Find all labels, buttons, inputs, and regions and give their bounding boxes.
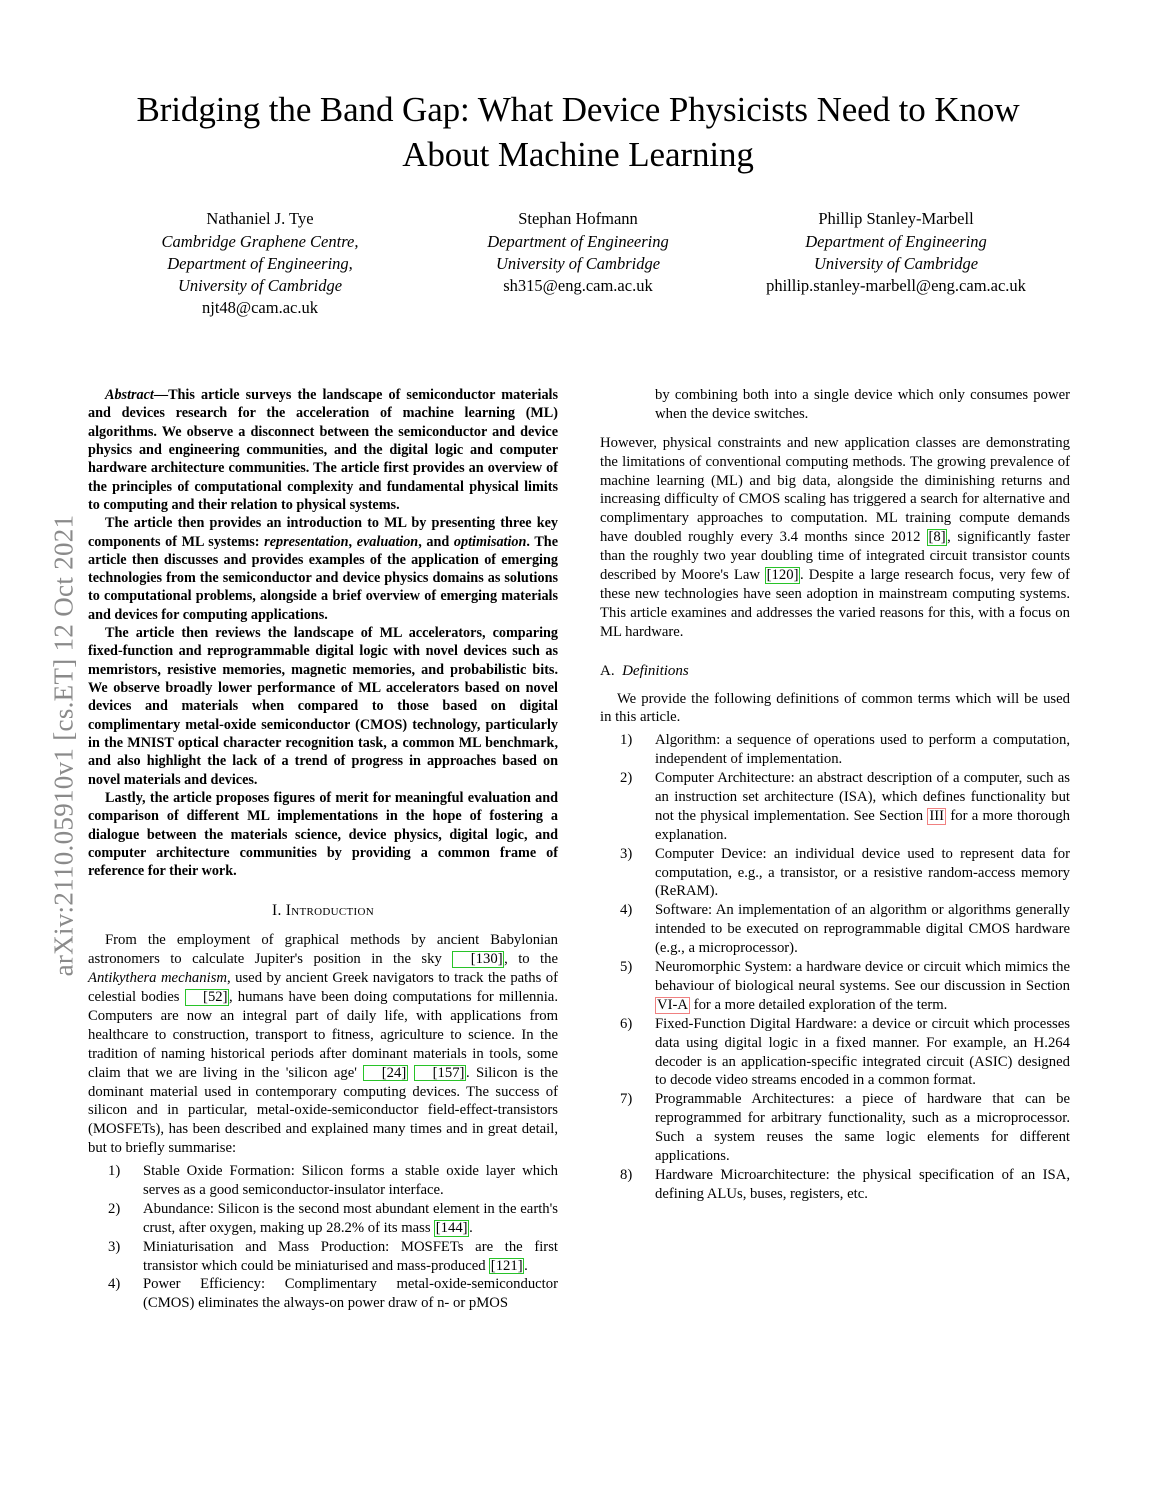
list-item-text (655, 958, 1070, 1015)
list-item-continued (600, 386, 1070, 424)
author-block (428, 208, 728, 297)
body-text: . Despite a large research focus, very few of these new technologies have seen adoption in mainstream computing systems. This article examines and addresses the varied reasons for this, with a focus on ML hardware. (600, 567, 1070, 640)
abstract-paragraph: The article then reviews the landscape of ML accelerators, comparing fixed-function and reprogrammable digital logic with novel devices such as memristors, resistive memories, magnetic memories, and probabilistic bits. We observe broadly lower performance of ML accelerators based on novel devices and materials when compared to those based on digital complimentary metal-oxide semiconductor (CMOS) technology, particularly in the MNIST optical character recognition task, a common ML benchmark, and also highlight the lack of a trend of progress in approaches based on novel materials and devices. (88, 625, 558, 788)
list-item-text-part: . (469, 1219, 473, 1236)
abstract-emph-evaluation: evaluation (356, 533, 419, 550)
list-item-text: by combining both into a single device which only consumes power when the device switches. (655, 387, 1070, 422)
list-item (600, 1090, 1070, 1166)
list-item (600, 958, 1070, 1015)
list-item-text-part: Computer Architecture: an abstract description of a computer, such as an instruction set architecture (ISA), which defines functionality but not the physical implementation. See Section (655, 770, 1070, 824)
list-item-text (655, 901, 1070, 958)
citation-link-121[interactable]: [121] (490, 1257, 523, 1274)
author-affiliation-line: Department of Engineering (805, 231, 987, 251)
list-item-marker: 1) (620, 732, 633, 749)
author-block (110, 208, 410, 319)
list-item-marker: 3) (620, 845, 633, 862)
list-item-marker: 5) (620, 959, 633, 976)
list-item (600, 769, 1070, 845)
list-item-text-part: Stable Oxide Formation: Silicon forms a stable oxide layer which serves as a good semiconductor-insulator interface. (143, 1163, 558, 1199)
list-item-text-part: for a more thorough explanation. (655, 807, 1071, 843)
list-item-text-part: Miniaturisation and Mass Production: MOSFETs are the first transistor which could be miniaturised and mass-produced (143, 1238, 558, 1274)
list-item-text-part: Computer Device: an individual device used to represent data for computation, e.g., a transistor, or a resistive random-access memory (ReRAM). (655, 845, 1070, 900)
abstract-paragraph (88, 514, 558, 624)
list-item (600, 1166, 1070, 1204)
list-item-marker: 8) (620, 1166, 633, 1183)
arxiv-stamp: arXiv:2110.05910v1 [cs.ET] 12 Oct 2021 (48, 514, 79, 977)
abstract (88, 386, 558, 880)
left-column (88, 386, 558, 1446)
author-affiliation-line: Department of Engineering (487, 231, 669, 251)
list-item (88, 1238, 558, 1276)
abstract-text: The article then provides an introduction to ML by presenting three key components of ML systems: (88, 515, 558, 550)
intro-text: , humans have been doing computations for millennia. Computers are now an integral part of daily life, with applications from healthcare to construction, transport to fitness, agriculture to science. In the tradition of naming historical periods after dominant materials in tools, some claim that we are living in the 'silicon age' (88, 989, 558, 1081)
list-item-marker: 4) (108, 1276, 121, 1293)
list-item-marker: 2) (620, 770, 633, 787)
list-item-text (143, 1275, 558, 1313)
intro-text: . Silicon is the dominant material used in contemporary computing devices. The success of silicon and in particular, metal-oxide-semiconductor field-effect-transistors (MOSFETs), has been described and explained many times and in great detail, but to briefly summarise: (88, 1064, 558, 1157)
title-block (110, 88, 1046, 178)
antikythera-emphasis: Antikythera mechanism (88, 970, 228, 987)
list-item-text-part: Programmable Architectures: a piece of hardware that can be reprogrammed for arbitrary functionality, such as a microprocessor. Such a system reuses the same logic elements for different applications. (655, 1091, 1070, 1164)
abstract-emph-optimisation: optimisation (453, 533, 527, 550)
list-item-text (655, 1090, 1070, 1166)
list-item-marker: 1) (108, 1163, 121, 1180)
list-item-text-part: Fixed-Function Digital Hardware: a device or circuit which processes data using digital logic in a fixed manner. For example, an H.264 decoder is an application-specific integrated circuit (ASIC) designed to decode video streams encoded in a common format. (655, 1015, 1070, 1089)
intro-text: , used by ancient Greek navigators to track the paths of celestial bodies (88, 970, 558, 1006)
silicon-advantages-list (88, 1162, 558, 1313)
list-item-text-part: Neuromorphic System: a hardware device or circuit which mimics the behaviour of biological neural systems. See our discussion in Section (655, 959, 1070, 994)
author-affiliation-line: Cambridge Graphene Centre, (161, 231, 359, 251)
list-item-text-part: Hardware Microarchitecture: the physical specification of an ISA, defining ALUs, buses, registers, etc. (655, 1166, 1070, 1202)
body-columns (88, 386, 1070, 1446)
list-item-text (655, 1015, 1070, 1091)
list-item (600, 1015, 1070, 1091)
citation-link-8[interactable]: [8] (928, 529, 946, 546)
body-text: However, physical constraints and new application classes are demonstrating the limitations of conventional computing methods. The growing prevalence of machine learning (ML) and big data, alongside the diminishing returns and increasing difficulty of CMOS scaling has triggered a search for alternative and complimentary approaches to computation. ML training compute demands have doubled roughly every 3.4 months since 2012 (600, 434, 1070, 546)
abstract-paragraph: Lastly, the article proposes figures of merit for meaningful evaluation and comparison of different ML implementations in the hope of fostering a dialogue between the materials science, device physics, digital logic, and computer architecture communities by providing a common frame of reference for their work. (88, 789, 558, 880)
abstract-emph-representation: representation (264, 533, 349, 550)
body-paragraph (600, 434, 1070, 642)
intro-paragraph (88, 931, 558, 1158)
list-item-text (655, 1166, 1070, 1204)
list-item-text-part: Algorithm: a sequence of operations used to perform a computation, independent of implementation. (655, 732, 1070, 768)
citation-link-130[interactable]: [130] (452, 951, 504, 968)
abstract-text: —This article surveys the landscape of semiconductor materials and devices research for the acceleration of machine learning (ML) algorithms. We observe a disconnect between the semiconductor and device physics and engineering communities, and the digital logic and computer hardware architecture communities. The article first provides an overview of the principles of computational complexity and fundamental physical limits to computing and their relation to physical systems. (88, 387, 558, 513)
section-link-VI-A[interactable]: VI-A (657, 996, 688, 1013)
author-email: phillip.stanley-marbell@eng.cam.ac.uk (766, 275, 1026, 295)
list-item-text-part: . (524, 1257, 528, 1274)
citation-link-52[interactable]: [52] (185, 989, 229, 1006)
list-item-marker: 6) (620, 1015, 633, 1032)
author-email: sh315@eng.cam.ac.uk (503, 275, 653, 295)
list-item-text (143, 1200, 558, 1238)
list-item-marker: 7) (620, 1091, 633, 1108)
intro-text: From the employment of graphical methods by ancient Babylonian astronomers to calculate Jupiter's position in the sky (88, 932, 558, 968)
list-item-text (655, 845, 1070, 902)
list-item (88, 1162, 558, 1200)
author-affiliation-line: University of Cambridge (495, 253, 661, 273)
section-link-III[interactable]: III (929, 807, 945, 824)
author-name: Stephan Hofmann (518, 209, 638, 228)
abstract-text: , and (418, 533, 454, 550)
page-title: Bridging the Band Gap: What Device Physicists Need to Know About Machine Learning (136, 90, 1020, 174)
author-affiliation-line: Department of Engineering, (167, 253, 353, 273)
subsection-heading-definitions (600, 663, 1070, 680)
citation-link-120[interactable]: [120] (766, 567, 799, 584)
subsection-letter: A. (600, 662, 615, 679)
body-paragraph: We provide the following definitions of common terms which will be used in this article. (600, 690, 1070, 726)
subsection-title: Definitions (622, 662, 689, 679)
list-item-marker: 3) (108, 1238, 121, 1255)
list-item (88, 1275, 558, 1313)
list-item-text (655, 769, 1070, 845)
abstract-text: , (348, 533, 357, 550)
list-item-text-part: Abundance: Silicon is the second most abundant element in the earth's crust, after oxygen, making up 28.2% of its mass (143, 1200, 558, 1236)
list-item-text (143, 1238, 558, 1276)
list-item (600, 901, 1070, 958)
body-text: , significantly faster than the roughly two year doubling time of integrated circuit transistor counts described by Moore's Law (600, 529, 1070, 584)
definitions-list (600, 731, 1070, 1203)
list-item-marker: 2) (108, 1200, 121, 1217)
author-email: njt48@cam.ac.uk (202, 297, 318, 317)
author-list (110, 208, 1046, 319)
list-item-text-part: Power Efficiency: Complimentary metal-oxide-semiconductor (CMOS) eliminates the always-on power draw of n- or pMOS (143, 1276, 558, 1312)
list-item (88, 1200, 558, 1238)
author-affiliation-line: University of Cambridge (177, 275, 343, 295)
author-name: Phillip Stanley-Marbell (818, 209, 974, 228)
right-column (600, 386, 1070, 1446)
list-item (600, 731, 1070, 769)
abstract-text: . The article then discusses and provides examples of the application of emerging technologies from the semiconductor and device physics domains as solutions to computational problems, alongside a brief overview of emerging materials and devices for computing applications. (88, 533, 558, 623)
list-item-text-part: Software: An implementation of an algorithm or algorithms generally intended to be executed on reprogrammable digital CMOS hardware (e.g., a microprocessor). (655, 902, 1070, 957)
citation-link-157[interactable]: [157] (414, 1065, 466, 1082)
citation-link-144[interactable]: [144] (435, 1219, 468, 1236)
list-item-marker: 4) (620, 902, 633, 919)
section-heading-introduction: I. Introduction (271, 902, 374, 920)
author-affiliation-line: University of Cambridge (813, 253, 979, 273)
list-item-text-part: for a more detailed exploration of the term. (690, 996, 948, 1013)
author-block (746, 208, 1046, 297)
list-item-text (143, 1162, 558, 1200)
list-item-text (655, 731, 1070, 769)
list-item (600, 845, 1070, 902)
intro-text: , to the (504, 951, 558, 968)
abstract-paragraph (88, 386, 558, 514)
abstract-label: Abstract (105, 387, 154, 403)
author-name: Nathaniel J. Tye (206, 209, 314, 228)
citation-link-24[interactable]: [24] (363, 1065, 407, 1082)
continued-list (600, 386, 1070, 424)
